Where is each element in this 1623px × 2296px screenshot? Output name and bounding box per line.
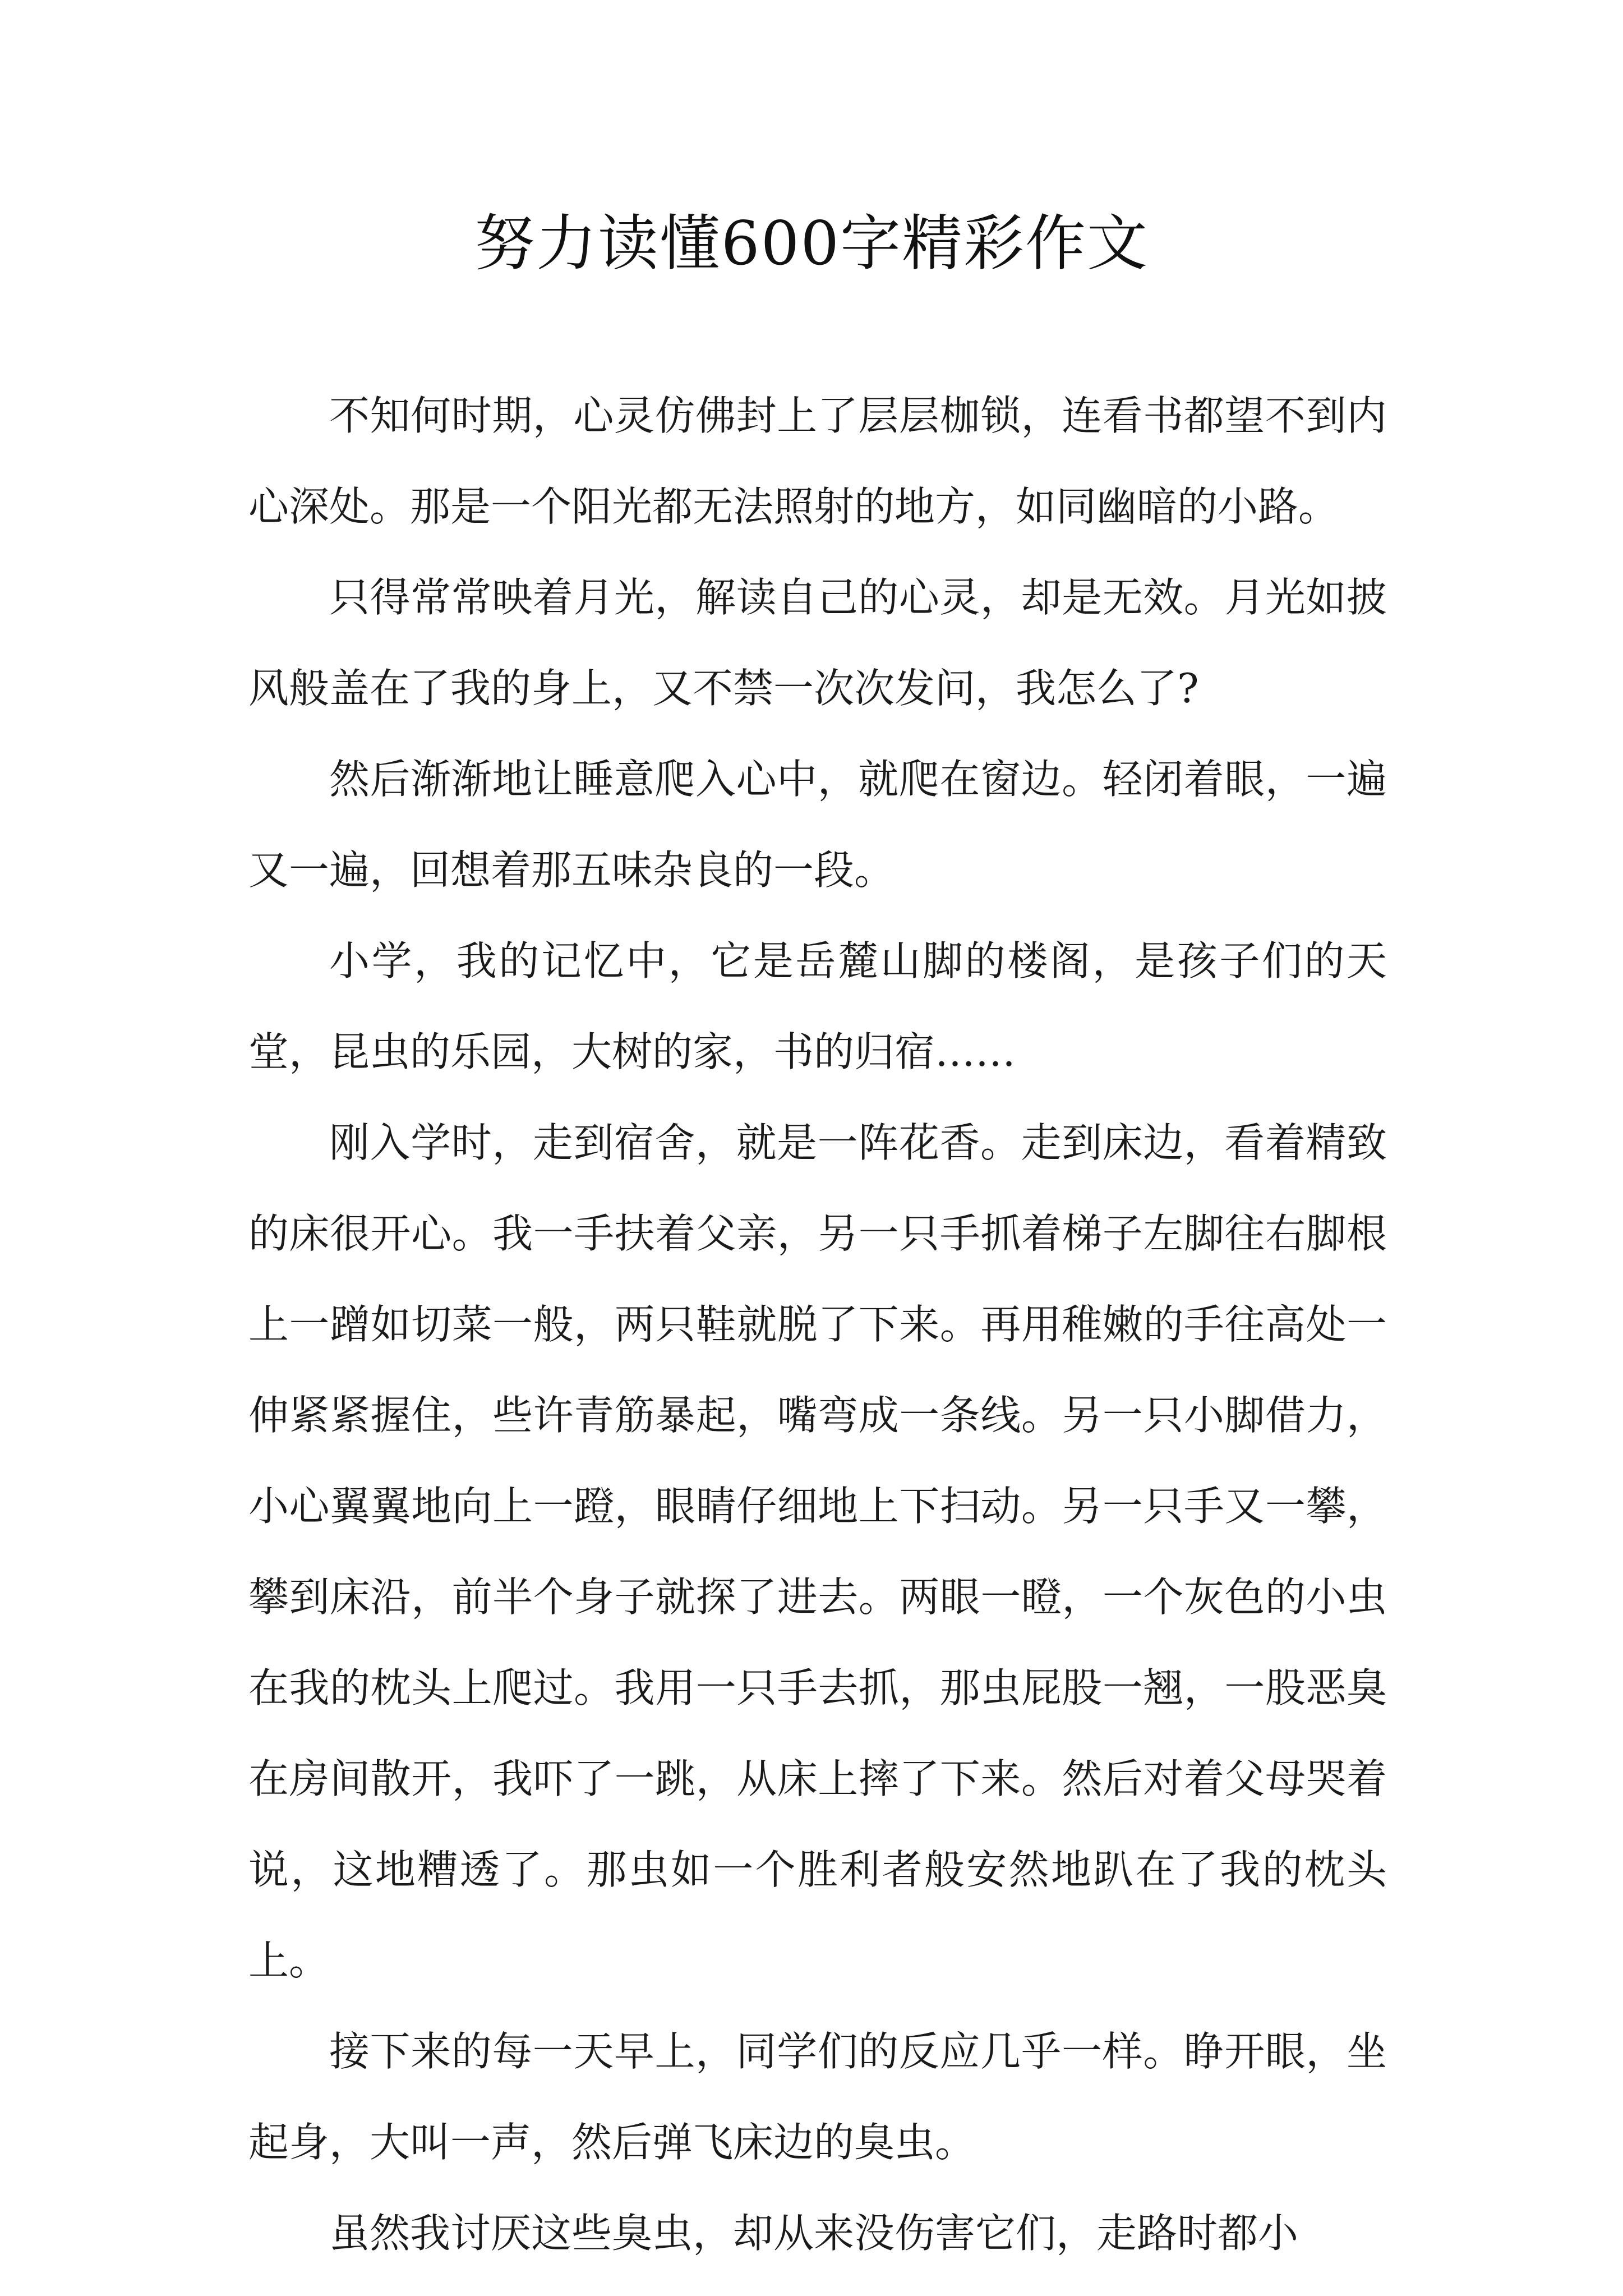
document-title: 努力读懂600字精彩作文 — [474, 209, 1149, 279]
paragraph: 然后渐渐地让睡意爬入心中，就爬在窗边。轻闭着眼，一遍又一遍，回想着那五味杂良的一段。 — [248, 756, 1387, 894]
paragraph: 接下来的每一天早上，同学们的反应几乎一样。睁开眼，坐起身，大叫一声，然后弹飞床边的臭虫。 — [248, 2028, 1387, 2166]
paragraph: 不知何时期，心灵仿佛封上了层层枷锁，连看书都望不到内心深处。那是一个阳光都无法照射的地方，如同幽暗的小路。 — [248, 392, 1387, 530]
essay-body — [248, 370, 1387, 2279]
paragraph: 只得常常映着月光，解读自己的心灵，却是无效。月光如披风般盖在了我的身上，又不禁一次次发问，我怎么了? — [248, 574, 1387, 712]
paragraph: 刚入学时，走到宿舍，就是一阵花香。走到床边，看着精致的床很开心。我一手扶着父亲，另一只手抓着梯子左脚往右脚根上一蹭如切菜一般，两只鞋就脱了下来。再用稚嫩的手往高处一伸紧紧握住，些许青筋暴起，嘴弯成一条线。另一只小脚借力，小心翼翼地向上一蹬，眼睛仔细地上下扫动。另一只手又一攀，攀到床沿，前半个身子就探了进去。两眼一瞪，一个灰色的小虫在我的枕头上爬过。我用一只手去抓，那虫屁股一翘，一股恶臭在房间散开，我吓了一跳，从床上摔了下来。然后对着父母哭着说，这地糟透了。那虫如一个胜利者般安然地趴在了我的枕头上。 — [248, 1119, 1387, 1984]
paragraph: 虽然我讨厌这些臭虫，却从来没伤害它们，走路时都小 — [329, 2210, 1299, 2257]
paragraph: 小学，我的记忆中，它是岳麓山脚的楼阁，是孩子们的天堂，昆虫的乐园，大树的家，书的归宿…… — [248, 937, 1387, 1075]
